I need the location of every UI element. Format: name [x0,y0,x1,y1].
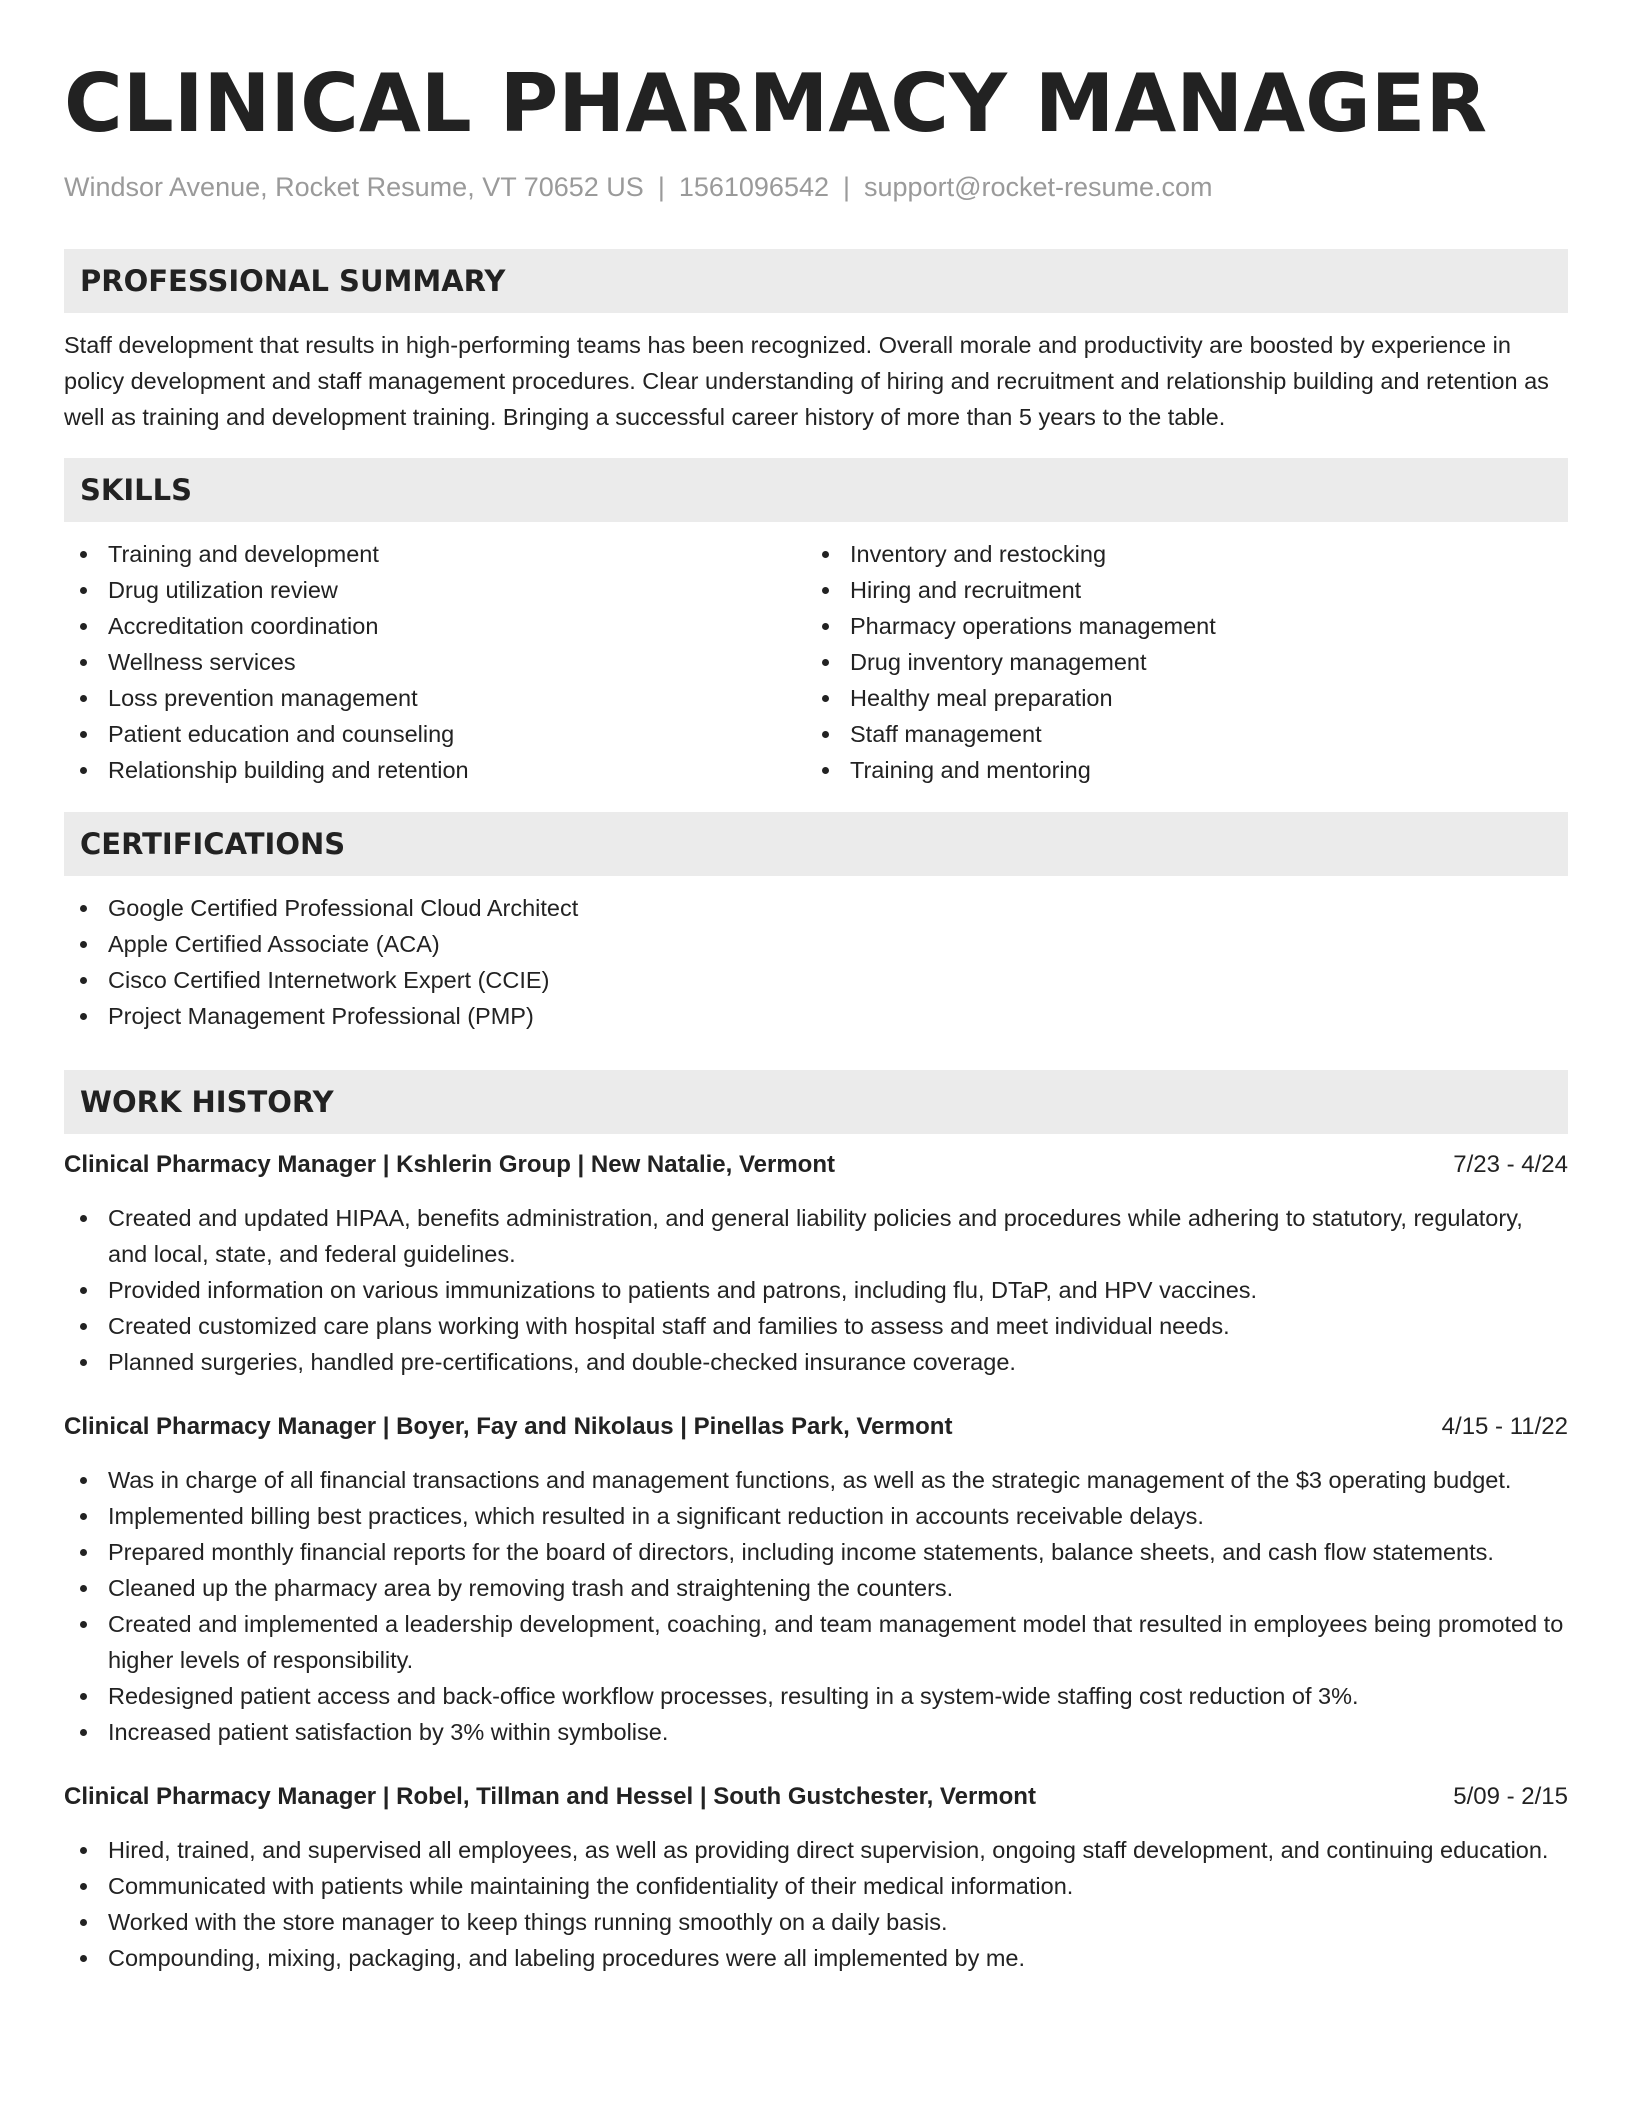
summary-heading: PROFESSIONAL SUMMARY [64,249,1568,313]
job-header [64,1148,1568,1182]
skill-item: Loss prevention management [64,680,806,716]
summary-text: Staff development that results in high-performing teams has been recognized. Overall morale and productivity are boosted by experience in policy development and staff management procedures. Clear understanding of hiring and recruitment and relationship building and retention as well as training and development training. Bringing a successful career history of more than 5 years to the table. [64,332,1549,430]
work-history-heading: WORK HISTORY [64,1070,1568,1134]
skill-item: Inventory and restocking [806,536,1548,572]
job-bullet: Created customized care plans working with hospital staff and families to assess and meet individual needs. [64,1308,1568,1344]
certifications-heading: CERTIFICATIONS [64,812,1568,876]
certification-item: Google Certified Professional Cloud Architect [64,890,1568,926]
job-bullet: Created and implemented a leadership development, coaching, and team management model that resulted in employees being promoted to higher levels of responsibility. [64,1606,1568,1678]
job-bullet: Cleaned up the pharmacy area by removing trash and straightening the counters. [64,1570,1568,1606]
certification-item: Cisco Certified Internetwork Expert (CCIE) [64,962,1568,998]
skill-item: Drug utilization review [64,572,806,608]
job-bullet: Planned surgeries, handled pre-certifications, and double-checked insurance coverage. [64,1344,1568,1380]
job-header [64,1780,1568,1814]
job-bullet-list [64,1832,1568,1976]
job-bullet-list [64,1200,1568,1380]
job-bullet: Provided information on various immunizations to patients and patrons, including flu, DTaP, and HPV vaccines. [64,1272,1568,1308]
job-dates: 4/15 - 11/22 [1441,1413,1568,1440]
skills-list [64,536,1568,788]
job-entry [64,1780,1568,1976]
contact-line [64,170,1568,204]
job-dates: 5/09 - 2/15 [1453,1783,1568,1810]
skill-item: Wellness services [64,644,806,680]
job-bullet: Prepared monthly financial reports for the board of directors, including income statements, balance sheets, and cash flow statements. [64,1534,1568,1570]
skills-column-right [806,536,1548,788]
job-header [64,1410,1568,1444]
skill-item: Relationship building and retention [64,752,806,788]
job-bullet: Was in charge of all financial transactions and management functions, as well as the strategic management of the $3 operating budget. [64,1462,1568,1498]
contact-separator: | [657,172,665,202]
skill-item: Pharmacy operations management [806,608,1548,644]
certifications-list [64,890,1568,1034]
skill-item: Accreditation coordination [64,608,806,644]
job-title-line: Clinical Pharmacy Manager | Boyer, Fay and Nikolaus | Pinellas Park, Vermont [64,1413,953,1440]
job-bullet: Implemented billing best practices, which resulted in a significant reduction in accounts receivable delays. [64,1498,1568,1534]
job-bullet-list [64,1462,1568,1750]
certification-item: Apple Certified Associate (ACA) [64,926,1568,962]
skill-item: Healthy meal preparation [806,680,1548,716]
job-bullet: Compounding, mixing, packaging, and labeling procedures were all implemented by me. [64,1940,1568,1976]
job-bullet: Communicated with patients while maintaining the confidentiality of their medical information. [64,1868,1568,1904]
job-bullet: Worked with the store manager to keep things running smoothly on a daily basis. [64,1904,1568,1940]
skill-item: Training and mentoring [806,752,1548,788]
job-entry [64,1410,1568,1750]
skill-item: Staff management [806,716,1548,752]
job-bullet: Created and updated HIPAA, benefits administration, and general liability policies and procedures while adhering to statutory, regulatory, and local, state, and federal guidelines. [64,1200,1568,1272]
job-bullet: Increased patient satisfaction by 3% within symbolise. [64,1714,1568,1750]
skill-item: Patient education and counseling [64,716,806,752]
certification-item: Project Management Professional (PMP) [64,998,1568,1034]
job-title-line: Clinical Pharmacy Manager | Robel, Tillman and Hessel | South Gustchester, Vermont [64,1783,1036,1810]
skills-column-left [64,536,806,788]
contact-address: Windsor Avenue, Rocket Resume, VT 70652 US [64,172,644,202]
job-dates: 7/23 - 4/24 [1453,1151,1568,1178]
job-title-line: Clinical Pharmacy Manager | Kshlerin Group | New Natalie, Vermont [64,1151,835,1178]
contact-phone: 1561096542 [678,172,829,202]
skill-item: Training and development [64,536,806,572]
skills-heading: SKILLS [64,458,1568,522]
job-entry [64,1148,1568,1380]
contact-separator: | [843,172,851,202]
candidate-name: CLINICAL PHARMACY MANAGER [64,57,1488,150]
skill-item: Drug inventory management [806,644,1548,680]
contact-email: support@rocket-resume.com [864,172,1213,202]
job-bullet: Redesigned patient access and back-office workflow processes, resulting in a system-wide staffing cost reduction of 3%. [64,1678,1568,1714]
job-bullet: Hired, trained, and supervised all employees, as well as providing direct supervision, ongoing staff development, and continuing education. [64,1832,1568,1868]
skill-item: Hiring and recruitment [806,572,1548,608]
